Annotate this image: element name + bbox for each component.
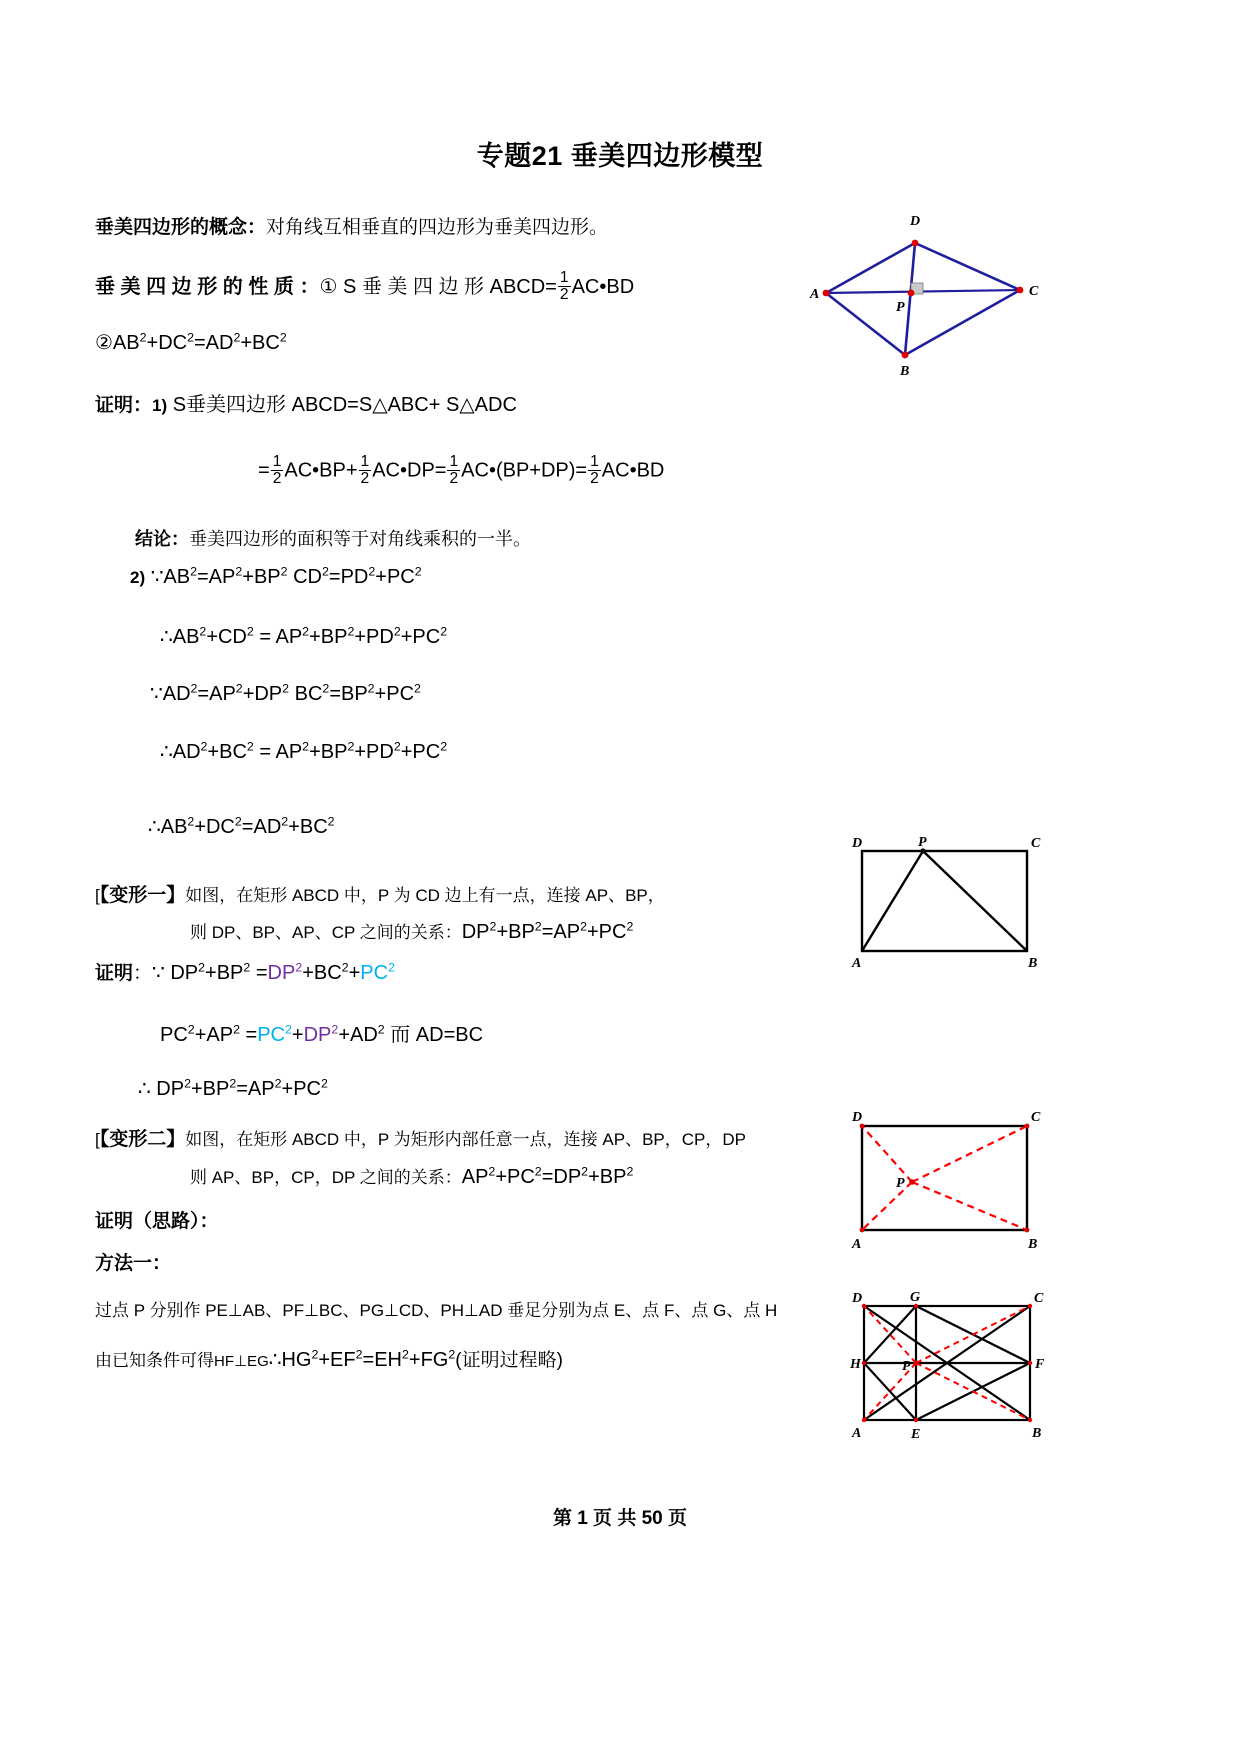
concept-colon: ： [247, 217, 267, 238]
label-P: P [896, 300, 905, 315]
label-P: P [896, 1176, 905, 1191]
concept-label: 垂美四边形的概念 [95, 217, 248, 238]
variant1-bracket: [ [95, 886, 100, 905]
page-title [0, 134, 1240, 173]
proof-step2-line4 [160, 739, 447, 764]
label-C: C [1031, 836, 1041, 851]
proof-step2-text4: $\therefore AD^2+BC^2 = AP^2+BP^2+PD^2+PC^2$ [160, 739, 448, 763]
fraction-one-half-a: $\frac{1}{2}$ [272, 453, 282, 487]
variant1-proof-label: 证明 [95, 963, 134, 984]
variant1-proof-colon: ： [133, 963, 153, 984]
proof-step1-num: 1) [152, 396, 168, 415]
label-B: B [900, 364, 910, 379]
fraction-one-half-c: $\frac{1}{2}$ [449, 453, 459, 487]
label-D: D [910, 214, 921, 229]
label-E: E [911, 1427, 921, 1442]
proof-label: 证明 [95, 395, 134, 416]
label-C: C [1029, 284, 1039, 299]
proof-step2-text2: $\therefore AB^2+CD^2 = AP^2+BP^2+PD^2+PC^2$ [160, 624, 448, 648]
concept-line [95, 212, 608, 239]
variant1-formula: $DP^2+BP^2=AP^2+PC^2$ [461, 919, 634, 943]
label-G: G [910, 1290, 921, 1305]
v1p2-c: $+AD^2$ 而 AD=BC [338, 1022, 484, 1046]
v1p2-b: + [291, 1024, 304, 1046]
label-H: H [850, 1357, 861, 1372]
method1-line2 [95, 1345, 563, 1372]
v1p3: ∴ $DP^2+BP^2=AP^2+PC^2$ [138, 1076, 328, 1100]
property-item1-prefix: ① S 垂 美 四 边 形 ABCD= [319, 276, 557, 298]
variant1-tag: 【变形一】 [99, 885, 186, 906]
v1p1-cyan: $PC^2$ [360, 960, 395, 984]
conclusion-colon: ： [171, 529, 189, 549]
variant2-line2 [190, 1163, 633, 1189]
v1p1-b: $+BC^2+$ [302, 960, 361, 984]
variant2-text2-prefix: 则 AP、BP，CP，DP 之间的关系： [190, 1168, 462, 1187]
proof-step1-text: S垂美四边形 ABCD=S△ABC+ S△ADC [172, 394, 517, 416]
proof-step1-equation [258, 455, 664, 488]
conclusion-line [135, 525, 531, 551]
v1p2-purple: $DP^2$ [303, 1022, 339, 1046]
variant2-formula: $AP^2+PC^2=DP^2+BP^2$ [461, 1164, 634, 1188]
property-item1-suffix: AC•BD [571, 276, 635, 298]
variant2-proof-label-text: 证明（思路）： [95, 1211, 219, 1232]
variant1-line2 [190, 918, 633, 944]
variant2-bracket: [ [95, 1130, 100, 1149]
label-A: A [852, 956, 862, 971]
concept-text: 对角线互相垂直的四边形为垂美四边形。 [266, 217, 609, 238]
variant2-tag: 【变形二】 [99, 1129, 186, 1150]
m1l2-b: $\therefore HG^2+EF^2=EH^2+FG^2$ [268, 1347, 456, 1371]
fraction-one-half-b: $\frac{1}{2}$ [360, 453, 370, 487]
v1p2-cyan: $PC^2$ [257, 1022, 292, 1046]
figure-rect2 [850, 1112, 1045, 1257]
method1-label [95, 1248, 171, 1275]
v1p1-purple: $DP^2$ [267, 960, 303, 984]
property-line-2 [95, 330, 287, 355]
v1p1-a: ∵ $DP^2+BP^2$ = [152, 960, 268, 984]
label-P: P [902, 1359, 911, 1374]
m1l2-c: (证明过程略) [455, 1350, 563, 1371]
proof-step2-text1: $\because AB^2=AP^2+BP^2$ $CD^2=PD^2+PC^2$ [150, 564, 422, 588]
title-prefix: 专题 [476, 141, 532, 171]
v1p2-a: $PC^2+AP^2$ = [160, 1022, 258, 1046]
label-C: C [1034, 1291, 1044, 1306]
page-footer [0, 1503, 1240, 1530]
figure-rect3 [850, 1290, 1050, 1445]
property-item2: $②AB^2+DC^2=AD^2+BC^2$ [95, 330, 287, 354]
eq-lead: = [258, 459, 270, 482]
m1l2-a: 由已知条件可得 [95, 1351, 214, 1370]
proof-step1-line [95, 388, 517, 417]
conclusion-text: 垂美四边形的面积等于对角线乘积的一半。 [189, 529, 531, 549]
title-main: 垂美四边形模型 [570, 141, 764, 171]
label-D: D [852, 1291, 863, 1306]
eq-part-b: AC•DP= [372, 459, 447, 482]
figure-quad [810, 205, 1050, 380]
eq-part-c: AC•(BP+DP)= [461, 459, 588, 482]
figure-rect1 [850, 835, 1045, 975]
eq-part-d: AC•BD [601, 459, 665, 482]
proof-step2-line5 [148, 814, 335, 839]
conclusion-label: 结论 [135, 529, 171, 549]
variant2-proof-label [95, 1206, 219, 1233]
proof-step2-num: 2) [130, 568, 146, 587]
page-footer-text: 第 1 页 共 50 页 [552, 1508, 688, 1529]
label-A: A [852, 1237, 862, 1252]
label-P: P [918, 835, 927, 850]
variant1-line1 [95, 880, 665, 907]
variant1-proof-line1 [95, 958, 395, 985]
proof-step2-text3: $\because AD^2=AP^2+DP^2$ $BC^2=BP^2+PC^2$ [150, 681, 421, 705]
title-number: 21 [531, 141, 563, 171]
method1-line1 [95, 1296, 777, 1321]
variant1-proof-line3 [138, 1076, 328, 1101]
proof-step2-line3 [150, 681, 421, 706]
label-A: A [810, 287, 820, 302]
variant2-text1: 如图，在矩形 ABCD 中，P 为矩形内部任意一点，连接 AP、BP，CP，DP [185, 1130, 746, 1149]
variant1-text1: 如图，在矩形 ABCD 中，P 为 CD 边上有一点，连接 AP、BP， [185, 886, 665, 905]
label-B: B [1028, 956, 1038, 971]
method1-line1-text: 过点 P 分别作 PE⊥AB、PF⊥BC、PG⊥CD、PH⊥AD 垂足分别为点 E、点 F、点 G、点 H [95, 1301, 778, 1320]
label-A: A [852, 1426, 862, 1441]
variant1-proof-line2 [160, 1018, 483, 1047]
label-D: D [852, 836, 863, 851]
label-D: D [852, 1110, 863, 1125]
m1l2-small: HF⊥EG [214, 1353, 269, 1370]
property-label: 垂 美 四 边 形 的 性 质 ： [95, 276, 320, 298]
proof-colon: ： [133, 395, 153, 416]
vertex-dots [823, 240, 1024, 359]
label-C: C [1031, 1110, 1041, 1125]
proof-step2-line1 [130, 564, 422, 589]
property-line-1 [95, 270, 634, 304]
label-F: F [1035, 1357, 1045, 1372]
fraction-one-half: $\frac{1}{2}$ [559, 269, 569, 304]
proof-step2-text5: $\therefore AB^2+DC^2=AD^2+BC^2$ [148, 814, 335, 838]
variant2-line1 [95, 1124, 746, 1151]
proof-step2-line2 [160, 624, 447, 649]
variant1-text2-prefix: 则 DP、BP、AP、CP 之间的关系： [190, 923, 462, 942]
eq-part-a: AC•BP+ [284, 459, 358, 482]
label-B: B [1032, 1426, 1042, 1441]
label-B: B [1028, 1237, 1038, 1252]
method1-label-text: 方法一： [95, 1253, 172, 1274]
fraction-one-half-d: $\frac{1}{2}$ [590, 453, 599, 487]
